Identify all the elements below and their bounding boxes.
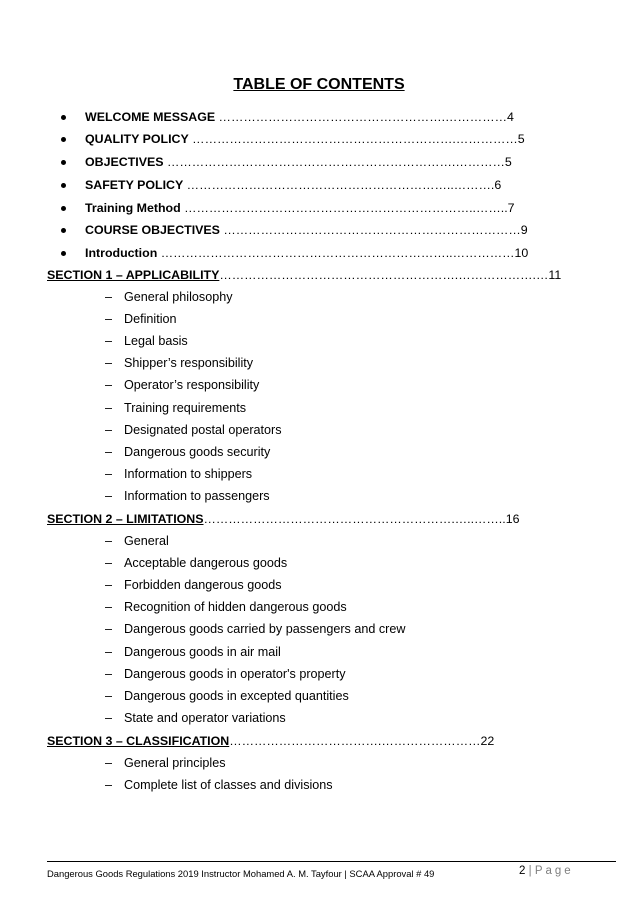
subitem-label: Information to shippers	[124, 467, 253, 481]
toc-entry-label: COURSE OBJECTIVES	[85, 223, 220, 237]
toc-entry-leader: ……………………………………………………………..……..7	[180, 201, 515, 215]
dash-icon: –	[105, 778, 113, 792]
toc-entry-leader: ……………………………………………………………..……………10	[157, 246, 529, 260]
subitem-label: Forbidden dangerous goods	[124, 578, 282, 592]
page-word: Page	[534, 865, 574, 877]
footer-divider	[47, 861, 616, 862]
dash-icon: –	[105, 334, 113, 348]
page-title: TABLE OF CONTENTS	[233, 76, 405, 93]
toc-entry-leader: ………………………………………………………..……….6	[183, 178, 502, 192]
dash-icon: –	[105, 312, 113, 326]
dash-icon: –	[105, 578, 113, 592]
subitem-label: State and operator variations	[124, 711, 286, 725]
bullet-icon	[61, 228, 66, 233]
dash-icon: –	[105, 534, 113, 548]
section-label: SECTION 1 – APPLICABILITY	[47, 268, 220, 282]
toc-section-1-heading[interactable]	[47, 268, 561, 282]
bullet-icon	[61, 115, 66, 120]
toc-entry-label: SAFETY POLICY	[85, 178, 184, 192]
subitem-label: Dangerous goods in air mail	[124, 645, 281, 659]
toc-entry-label: Training Method	[85, 201, 181, 215]
subitem-label: Complete list of classes and divisions	[124, 778, 333, 792]
dash-icon: –	[105, 423, 113, 437]
dash-icon: –	[105, 622, 113, 636]
subitem-label: General	[124, 534, 169, 548]
dash-icon: –	[105, 756, 113, 770]
section-leader: ……………………………….……………………22	[229, 734, 495, 748]
dash-icon: –	[105, 378, 113, 392]
toc-entry-label: WELCOME MESSAGE	[85, 110, 216, 124]
toc-entry-leader: ……………………………………………………….……………5	[188, 132, 525, 146]
subitem-label: Shipper’s responsibility	[124, 356, 254, 370]
dash-icon: –	[105, 467, 113, 481]
toc-entry-label: QUALITY POLICY	[85, 132, 189, 146]
subitem-label: Dangerous goods in excepted quantities	[124, 689, 349, 703]
toc-entry-leader: ………………………………………………………………9	[219, 223, 528, 237]
subitem-label: Designated postal operators	[124, 423, 282, 437]
bullet-icon	[61, 206, 66, 211]
dash-icon: –	[105, 290, 113, 304]
footer-page-number	[519, 865, 574, 877]
dash-icon: –	[105, 489, 113, 503]
toc-entry-label: OBJECTIVES	[85, 155, 164, 169]
dash-icon: –	[105, 445, 113, 459]
toc-entry-leader: ……………………………………………….……………4	[215, 110, 514, 124]
footer-text: Dangerous Goods Regulations 2019 Instructor Mohamed A. M. Tayfour | SCAA Approval # 49	[47, 868, 435, 879]
subitem-label: Dangerous goods in operator's property	[124, 667, 346, 681]
dash-icon: –	[105, 667, 113, 681]
subitem-label: Dangerous goods carried by passengers and crew	[124, 622, 406, 636]
subitem-label: Definition	[124, 312, 177, 326]
toc-entry-leader: …………………………………………………………….…………5	[163, 155, 512, 169]
subitem-label: Dangerous goods security	[124, 445, 271, 459]
dash-icon: –	[105, 401, 113, 415]
subitem-label: Recognition of hidden dangerous goods	[124, 600, 347, 614]
subitem-label: General philosophy	[124, 290, 233, 304]
section-leader: ………………………………………………….……………….…11	[219, 268, 562, 282]
subitem-label: Legal basis	[124, 334, 188, 348]
page-separator: |	[528, 865, 532, 877]
bullet-icon	[61, 183, 66, 188]
dash-icon: –	[105, 689, 113, 703]
section-label: SECTION 3 – CLASSIFICATION	[47, 734, 230, 748]
dash-icon: –	[105, 600, 113, 614]
section-leader: …………………………………………………….…..……..16	[203, 512, 520, 526]
page-number: 2	[519, 865, 526, 877]
bullet-icon	[61, 137, 66, 142]
dash-icon: –	[105, 645, 113, 659]
dash-icon: –	[105, 356, 113, 370]
bullet-icon	[61, 251, 66, 256]
dash-icon: –	[105, 556, 113, 570]
subitem-label: Acceptable dangerous goods	[124, 556, 288, 570]
toc-entry-label: Introduction	[85, 246, 158, 260]
bullet-icon	[61, 160, 66, 165]
toc-section-2-heading[interactable]	[47, 512, 519, 526]
toc-section-3-heading[interactable]	[47, 734, 494, 748]
subitem-label: Training requirements	[124, 401, 247, 415]
dash-icon: –	[105, 711, 113, 725]
subitem-label: Information to passengers	[124, 489, 270, 503]
subitem-label: General principles	[124, 756, 226, 770]
section-label: SECTION 2 – LIMITATIONS	[47, 512, 204, 526]
subitem-label: Operator’s responsibility	[124, 378, 260, 392]
